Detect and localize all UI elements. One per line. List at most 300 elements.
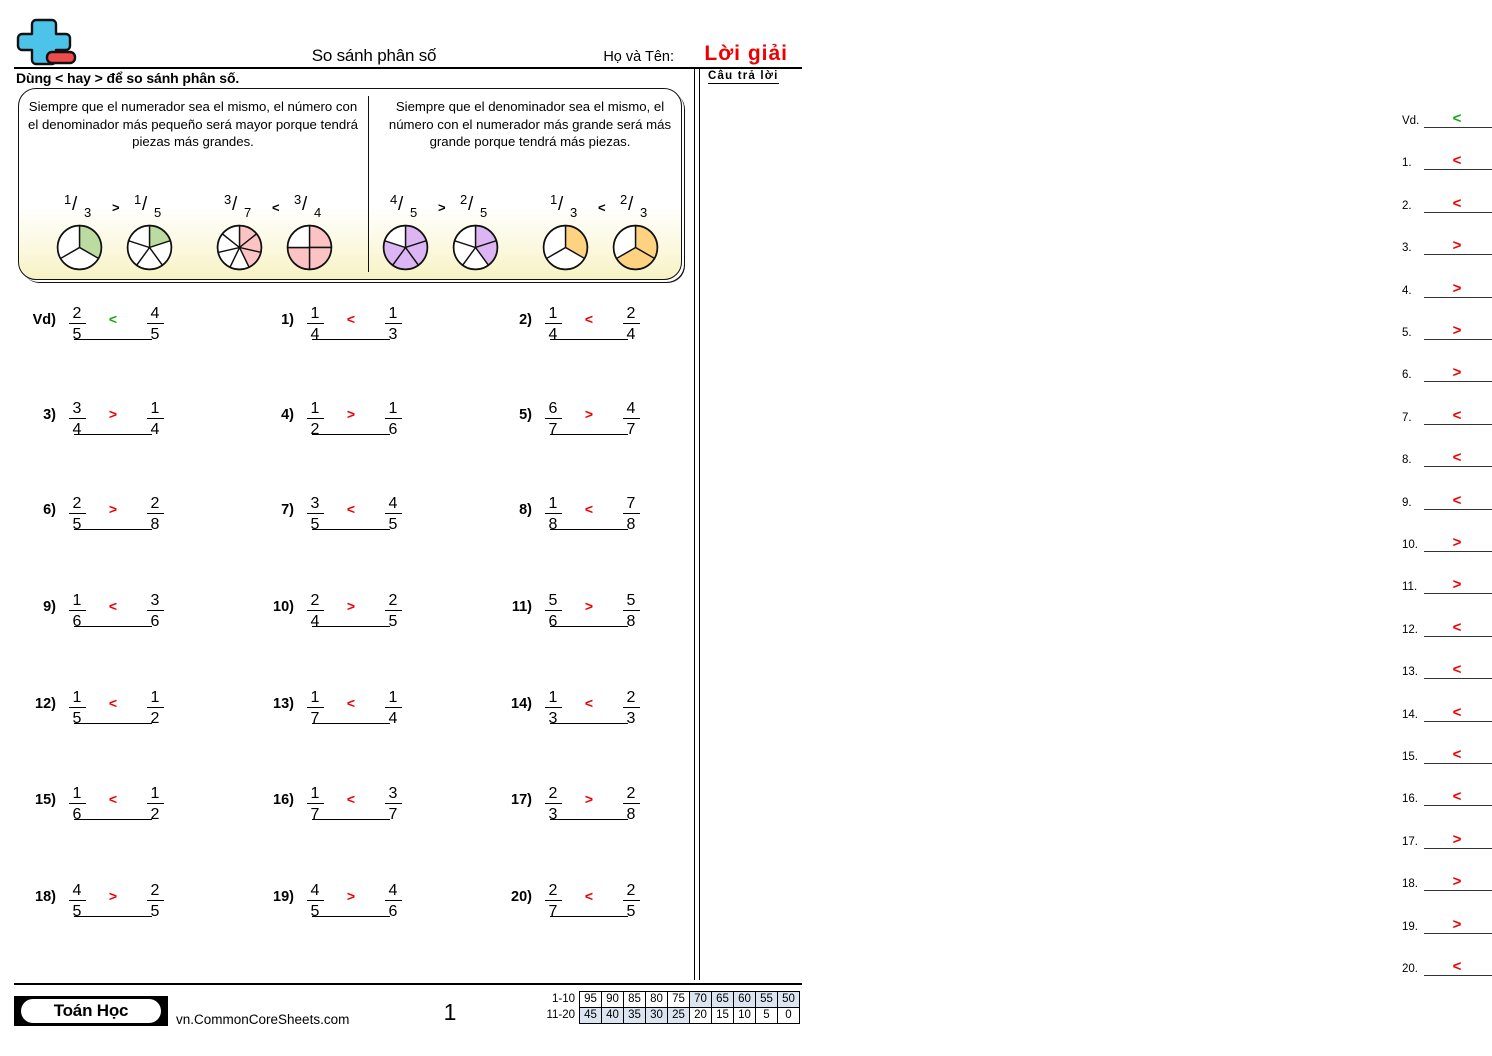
problem-fraction-right-numerator: 1 (147, 688, 164, 708)
answer-key-number: 16. (1402, 793, 1418, 806)
problem-answer: < (346, 311, 356, 327)
example-fraction-denominator: 3 (640, 205, 648, 220)
problem-fraction-right-numerator: 2 (147, 881, 164, 901)
problem-fraction-right (378, 591, 408, 631)
problem-item (14, 395, 224, 457)
problem-number: 11) (511, 599, 532, 615)
problem-answer: > (346, 406, 356, 422)
problem-answer: < (584, 311, 594, 327)
problem-answer: > (346, 598, 356, 614)
example-fraction-denominator: 3 (570, 205, 578, 220)
problem-fraction-right (616, 688, 646, 728)
answer-key-number: 14. (1402, 708, 1418, 721)
answer-key-number: 2. (1402, 199, 1412, 212)
answer-key-row (1402, 443, 1492, 467)
problem-fraction-right-denominator: 7 (388, 806, 398, 823)
problem-number: 8) (519, 502, 532, 518)
answer-key-row (1402, 401, 1492, 425)
problem-fraction-left-numerator: 4 (307, 881, 324, 901)
answer-key-number: 5. (1402, 327, 1412, 339)
answer-key-number: 9. (1402, 496, 1412, 509)
problem-fraction-left-denominator: 8 (548, 516, 558, 533)
score-table-cell: 90 (602, 992, 624, 1008)
problem-fraction-left-denominator: 5 (72, 516, 82, 533)
problem-fraction-right-denominator: 6 (388, 421, 398, 438)
answer-key-row (1402, 952, 1492, 976)
example-fraction-numerator: 3 (294, 192, 302, 207)
problem-item (490, 300, 700, 362)
example-fraction-numerator: 3 (224, 192, 232, 207)
problem-fraction-left-numerator: 1 (307, 304, 324, 324)
problem-answer: < (108, 311, 118, 327)
problem-item (14, 300, 224, 362)
problem-item (490, 395, 700, 457)
plus-minus-logo-icon (14, 16, 76, 66)
problem-grid (14, 300, 690, 960)
problem-fraction-right-denominator: 8 (626, 516, 636, 533)
answer-key-row (1402, 316, 1492, 340)
problem-fraction-right-numerator: 7 (623, 494, 640, 514)
answer-key-number: 4. (1402, 284, 1412, 297)
problem-fraction-right-numerator: 4 (385, 494, 402, 514)
problem-fraction-right-denominator: 8 (150, 516, 160, 533)
problem-item (252, 490, 462, 552)
problem-item (14, 587, 224, 649)
problem-number: 10) (273, 599, 294, 615)
comparison-operator: < (272, 200, 280, 215)
answer-key-value: < (1452, 746, 1462, 763)
problem-fraction-left-denominator: 2 (310, 421, 320, 438)
answer-key-row (1402, 910, 1492, 934)
problem-answer: > (346, 888, 356, 904)
problem-fraction-right (140, 304, 170, 344)
answer-key-number: 20. (1402, 963, 1418, 975)
fraction-pie-icon (542, 224, 589, 276)
problem-answer: > (584, 791, 594, 807)
problem-fraction-right-denominator: 5 (626, 903, 636, 920)
example-fraction (222, 192, 268, 226)
problem-fraction-right-numerator: 2 (623, 304, 640, 324)
problem-fraction-right (140, 399, 170, 439)
score-table-row-label: 1-10 (551, 993, 575, 1005)
fraction-slash-icon: / (302, 194, 308, 215)
page-header (14, 14, 802, 68)
problem-number: 4) (281, 407, 294, 423)
instruction-text-right: Siempre que el denominador sea el mismo, el número con el numerador más grande será más grande porque tendrá más piezas. (388, 99, 672, 149)
problem-answer: < (584, 888, 594, 904)
problem-fraction-right-denominator: 5 (388, 516, 398, 533)
problem-fraction-left-numerator: 3 (307, 494, 324, 514)
answer-key-value: < (1452, 788, 1462, 806)
problem-item (252, 684, 462, 746)
score-table-cell: 20 (690, 1008, 712, 1024)
answer-key-number: 8. (1402, 454, 1412, 467)
answer-key-value: < (1452, 110, 1462, 127)
problem-fraction-right-numerator: 1 (385, 304, 402, 324)
answer-key-row (1402, 528, 1492, 552)
answer-key-column (694, 68, 1462, 980)
problem-fraction-right (378, 881, 408, 921)
problem-number: 5) (519, 407, 532, 423)
problem-item (14, 490, 224, 552)
problem-fraction-left-denominator: 5 (310, 516, 320, 533)
answer-key-number: 12. (1402, 623, 1418, 636)
example-fraction-denominator: 5 (480, 205, 488, 220)
problem-fraction-left-numerator: 2 (545, 881, 562, 901)
problem-fraction-left-numerator: 1 (69, 784, 86, 804)
comparison-operator: > (438, 200, 446, 215)
answer-key-value: > (1452, 830, 1462, 848)
problem-fraction-right-numerator: 2 (623, 784, 640, 804)
problem-fraction-right-numerator: 4 (385, 881, 402, 901)
answer-key-number: 19. (1402, 920, 1418, 933)
problem-fraction-left-denominator: 7 (310, 710, 320, 727)
score-table-cell: 80 (646, 992, 668, 1008)
problem-answer: > (108, 406, 118, 422)
answer-key-value: < (1452, 703, 1462, 721)
problem-fraction-right-numerator: 4 (147, 304, 164, 324)
example-fraction-numerator: 1 (64, 192, 72, 207)
problem-item (252, 780, 462, 842)
fraction-slash-icon: / (232, 194, 238, 215)
problem-fraction-right-numerator: 3 (147, 591, 164, 611)
problem-item (490, 780, 700, 842)
score-table-cell: 0 (778, 1008, 800, 1024)
score-table-cell: 85 (624, 992, 646, 1008)
score-table-cell: 55 (756, 992, 778, 1008)
score-table-cell: 30 (646, 1008, 668, 1024)
answer-key-number: 7. (1402, 411, 1412, 424)
problem-number: 16) (273, 792, 294, 808)
problem-fraction-right (616, 591, 646, 631)
problem-fraction-right-denominator: 5 (150, 903, 160, 920)
problem-fraction-left-denominator: 5 (310, 903, 320, 920)
instruction-text-left: Siempre que el numerador sea el mismo, el número con el denominador más pequeño será mayor porque tendrá piezas más grandes. (28, 99, 358, 149)
problem-answer: < (584, 695, 594, 711)
problem-fraction-right (616, 784, 646, 824)
fraction-slash-icon: / (142, 194, 148, 215)
answer-key-value: < (1452, 449, 1462, 467)
problem-fraction-left-numerator: 2 (69, 494, 86, 514)
problem-fraction-right-numerator: 1 (147, 784, 164, 804)
problem-fraction-right (378, 399, 408, 439)
answer-key-value: < (1452, 618, 1462, 636)
problem-fraction-right-numerator: 4 (623, 399, 640, 419)
answer-key-row (1402, 146, 1492, 170)
problem-fraction-left-numerator: 1 (545, 304, 562, 324)
footer-divider (14, 983, 802, 985)
problem-fraction-right-denominator: 7 (626, 421, 636, 438)
example-fraction-denominator: 4 (314, 205, 322, 220)
example-fraction-denominator: 5 (410, 205, 418, 220)
problem-answer: < (584, 501, 594, 517)
score-table-cell: 35 (624, 1008, 646, 1024)
score-table-cell: 15 (712, 1008, 734, 1024)
example-fraction (132, 192, 178, 226)
problem-fraction-left-numerator: 1 (545, 688, 562, 708)
directions-text: Dùng < hay > để so sánh phân số. (16, 70, 240, 86)
score-table-cell: 60 (734, 992, 756, 1008)
problem-fraction-left-denominator: 6 (72, 613, 82, 630)
problem-fraction-left-denominator: 5 (72, 903, 82, 920)
answer-key-value: > (1452, 279, 1462, 297)
fraction-pie-icon (216, 224, 263, 276)
problem-fraction-left-denominator: 5 (72, 326, 82, 343)
problem-fraction-right (378, 784, 408, 824)
answer-key-row (1402, 570, 1492, 594)
problem-answer: < (108, 695, 118, 711)
fraction-slash-icon: / (398, 194, 404, 215)
problem-fraction-right-numerator: 3 (385, 784, 402, 804)
problem-item (252, 587, 462, 649)
problem-fraction-right (616, 304, 646, 344)
answer-key-number: 10. (1402, 539, 1418, 551)
problem-item (490, 490, 700, 552)
problem-number: 18) (35, 889, 56, 905)
problem-fraction-left-numerator: 1 (545, 494, 562, 514)
problem-fraction-right-numerator: 1 (147, 399, 164, 419)
problem-fraction-left-denominator: 7 (548, 421, 558, 438)
answer-key-number: 6. (1402, 369, 1412, 382)
problem-fraction-right (378, 688, 408, 728)
example-fraction-denominator: 7 (244, 205, 252, 220)
problem-item (490, 587, 700, 649)
answer-key-value: > (1452, 873, 1462, 891)
problem-fraction-left-numerator: 5 (545, 591, 562, 611)
score-table-cell: 10 (734, 1008, 756, 1024)
problem-item (490, 684, 700, 746)
answer-key-row (1402, 231, 1492, 255)
answer-key-number: 17. (1402, 835, 1418, 848)
problem-fraction-right (616, 881, 646, 921)
problem-answer: > (108, 888, 118, 904)
answer-key-value: > (1452, 237, 1462, 255)
example-fraction-numerator: 2 (460, 192, 468, 207)
problem-fraction-right-denominator: 3 (388, 326, 398, 343)
problem-fraction-left-numerator: 1 (69, 591, 86, 611)
problem-fraction-right-denominator: 2 (150, 806, 160, 823)
problem-fraction-right-denominator: 4 (150, 421, 160, 438)
score-table-cell: 65 (712, 992, 734, 1008)
answer-key-row (1402, 104, 1492, 128)
problem-fraction-right-denominator: 5 (388, 613, 398, 630)
problem-number: 3) (43, 407, 56, 423)
problem-fraction-right-denominator: 4 (388, 710, 398, 727)
problem-number: 6) (43, 502, 56, 518)
example-fraction (62, 192, 108, 226)
problem-number: 1) (281, 312, 294, 328)
answer-key-value: > (1452, 322, 1462, 339)
problem-fraction-left-denominator: 3 (548, 806, 558, 823)
fraction-pie-icon (452, 224, 499, 276)
answer-key-value: < (1452, 152, 1462, 170)
answer-key-value: < (1452, 958, 1462, 975)
example-fraction (458, 192, 504, 226)
problem-fraction-right-denominator: 6 (388, 903, 398, 920)
problem-answer: > (584, 598, 594, 614)
problem-fraction-left-numerator: 2 (307, 591, 324, 611)
problem-answer: > (108, 501, 118, 517)
fraction-pie-icon (286, 224, 333, 276)
answer-key-number: Vd. (1402, 115, 1420, 127)
site-url: vn.CommonCoreSheets.com (176, 1012, 350, 1027)
answer-key-value: > (1452, 364, 1462, 382)
answer-key-row (1402, 613, 1492, 637)
header-divider (14, 67, 802, 69)
problem-fraction-right-numerator: 2 (623, 881, 640, 901)
problem-item (252, 300, 462, 362)
example-fraction-numerator: 2 (620, 192, 628, 207)
example-fraction (388, 192, 434, 226)
answer-key-row (1402, 486, 1492, 510)
page-number: 1 (443, 999, 457, 1025)
answer-key-row (1402, 825, 1492, 849)
problem-item (490, 877, 700, 939)
problem-fraction-left-denominator: 4 (548, 326, 558, 343)
example-fraction-denominator: 3 (84, 205, 92, 220)
example-fraction (292, 192, 338, 226)
problem-fraction-left-denominator: 4 (72, 421, 82, 438)
problem-fraction-left-numerator: 4 (69, 881, 86, 901)
problem-fraction-right-numerator: 5 (623, 591, 640, 611)
brand-badge (14, 996, 168, 1026)
answer-key-number: 18. (1402, 878, 1418, 891)
problem-answer: < (346, 501, 356, 517)
problem-item (252, 877, 462, 939)
problem-number: 17) (511, 792, 532, 808)
problem-fraction-right-numerator: 2 (623, 688, 640, 708)
problem-fraction-left-denominator: 7 (310, 806, 320, 823)
problem-number: Vd) (32, 312, 56, 328)
answer-key-row (1402, 655, 1492, 679)
problem-number: 15) (35, 792, 56, 808)
problem-fraction-left-denominator: 4 (310, 613, 320, 630)
example-fraction-numerator: 1 (550, 192, 558, 207)
fraction-slash-icon: / (558, 194, 564, 215)
problem-answer: < (108, 791, 118, 807)
problem-fraction-left-numerator: 1 (307, 784, 324, 804)
problem-fraction-right-numerator: 2 (385, 591, 402, 611)
problem-number: 14) (511, 696, 532, 712)
score-table-cell: 25 (668, 1008, 690, 1024)
score-table-cell: 45 (580, 1008, 602, 1024)
answer-key-number: 3. (1402, 242, 1412, 255)
problem-item (252, 395, 462, 457)
problem-fraction-left-denominator: 4 (310, 326, 320, 343)
answer-key-value: < (1452, 406, 1462, 424)
problem-fraction-left-denominator: 5 (72, 710, 82, 727)
problem-fraction-right (140, 688, 170, 728)
problem-fraction-right (140, 881, 170, 921)
name-label: Họ và Tên: (603, 49, 674, 65)
fraction-pie-icon (612, 224, 659, 276)
score-table-cell: 40 (602, 1008, 624, 1024)
problem-fraction-right-denominator: 5 (150, 326, 160, 343)
problem-fraction-right (140, 784, 170, 824)
answer-key-row (1402, 358, 1492, 382)
problem-number: 12) (35, 696, 56, 712)
problem-fraction-right-numerator: 1 (385, 688, 402, 708)
example-fraction-numerator: 4 (390, 192, 398, 207)
problem-fraction-left-denominator: 6 (548, 613, 558, 630)
problem-fraction-right (616, 399, 646, 439)
problem-fraction-right-denominator: 3 (626, 710, 636, 727)
problem-fraction-left-numerator: 1 (307, 399, 324, 419)
page-title: So sánh phân số (311, 46, 437, 65)
answer-key-row (1402, 698, 1492, 722)
problem-answer: < (108, 598, 118, 614)
problem-fraction-left-numerator: 2 (69, 304, 86, 324)
comparison-operator: > (112, 200, 120, 215)
problem-fraction-right-denominator: 8 (626, 613, 636, 630)
problem-fraction-left-denominator: 6 (72, 806, 82, 823)
problem-fraction-right-numerator: 1 (385, 399, 402, 419)
problem-fraction-right (616, 494, 646, 534)
score-table-row (533, 1008, 800, 1024)
answer-key-value: > (1452, 534, 1462, 551)
answer-key-row (1402, 740, 1492, 764)
fraction-pie-icon (126, 224, 173, 276)
problem-number: 7) (281, 502, 294, 518)
problem-fraction-right-denominator: 8 (626, 806, 636, 823)
score-table-cell: 70 (690, 992, 712, 1008)
problem-fraction-right-denominator: 4 (626, 326, 636, 343)
problem-fraction-right-numerator: 2 (147, 494, 164, 514)
example-fraction-numerator: 1 (134, 192, 142, 207)
answer-key-value: < (1452, 194, 1462, 212)
problem-fraction-right (378, 494, 408, 534)
problem-fraction-right-denominator: 6 (150, 613, 160, 630)
problem-fraction-right (140, 591, 170, 631)
instruction-box-divider (368, 96, 369, 272)
problem-number: 20) (511, 889, 532, 905)
problem-number: 13) (273, 696, 294, 712)
fraction-slash-icon: / (72, 194, 78, 215)
problem-fraction-left-numerator: 1 (69, 688, 86, 708)
fraction-pie-icon (382, 224, 429, 276)
problem-fraction-right (378, 304, 408, 344)
score-table-cell: 5 (756, 1008, 778, 1024)
problem-fraction-left-numerator: 1 (307, 688, 324, 708)
answer-key-number: 11. (1402, 581, 1418, 594)
answer-key-row (1402, 867, 1492, 891)
problem-fraction-right (140, 494, 170, 534)
answer-key-row (1402, 274, 1492, 298)
brand-name: Toán Học (21, 999, 161, 1023)
answer-key-value: < (1452, 491, 1462, 509)
problem-fraction-left-numerator: 3 (69, 399, 86, 419)
score-table-cell: 95 (580, 992, 602, 1008)
fraction-slash-icon: / (628, 194, 634, 215)
score-table-cell: 50 (778, 992, 800, 1008)
problem-answer: < (346, 791, 356, 807)
example-fraction-denominator: 5 (154, 205, 162, 220)
name-value: Lời giải (704, 42, 788, 65)
problem-answer: > (584, 406, 594, 422)
problem-number: 2) (519, 312, 532, 328)
example-fraction (618, 192, 664, 226)
comparison-operator: < (598, 200, 606, 215)
answer-key-value: > (1452, 915, 1462, 933)
problem-fraction-left-denominator: 7 (548, 903, 558, 920)
problem-item (14, 684, 224, 746)
fraction-slash-icon: / (468, 194, 474, 215)
answer-key-number: 1. (1402, 157, 1412, 170)
answer-key-row (1402, 189, 1492, 213)
problem-fraction-left-denominator: 3 (548, 710, 558, 727)
problem-fraction-right-denominator: 2 (150, 710, 160, 727)
answer-key-value: < (1452, 661, 1462, 679)
